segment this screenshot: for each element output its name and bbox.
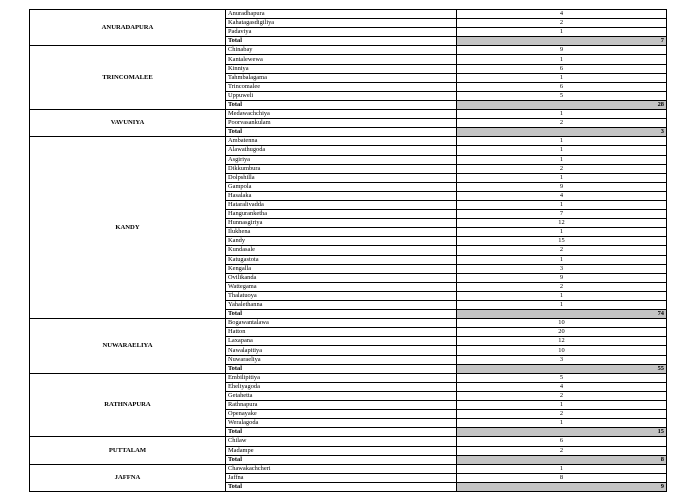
place-name: Rathnapura <box>226 401 457 410</box>
place-count: 4 <box>457 191 667 200</box>
place-count: 1 <box>457 146 667 155</box>
place-count: 1 <box>457 73 667 82</box>
total-label: Total <box>226 310 457 319</box>
total-label: Total <box>226 128 457 137</box>
place-name: Chawakachcheri <box>226 464 457 473</box>
place-name: Chilaw <box>226 437 457 446</box>
place-count: 20 <box>457 328 667 337</box>
district-name: VAVUNIYA <box>30 110 226 137</box>
place-name: Dikkumbura <box>226 164 457 173</box>
table-row <box>30 464 667 473</box>
total-label: Total <box>226 364 457 373</box>
total-value: 9 <box>457 482 667 491</box>
place-name: Gampola <box>226 182 457 191</box>
district-name: ANURADAPURA <box>30 10 226 46</box>
place-name: Hasalaka <box>226 191 457 200</box>
place-name: Kahatagasdigiliya <box>226 19 457 28</box>
place-name: Nawalapitiya <box>226 346 457 355</box>
place-count: 1 <box>457 155 667 164</box>
place-count: 1 <box>457 28 667 37</box>
table-row <box>30 137 667 146</box>
place-count: 6 <box>457 437 667 446</box>
place-name: Eheliyagoda <box>226 382 457 391</box>
place-count: 12 <box>457 337 667 346</box>
total-value: 74 <box>457 310 667 319</box>
place-name: Hunnasgiriya <box>226 219 457 228</box>
total-label: Total <box>226 100 457 109</box>
place-count: 1 <box>457 55 667 64</box>
total-value: 55 <box>457 364 667 373</box>
total-value: 7 <box>457 37 667 46</box>
place-name: Kengalla <box>226 264 457 273</box>
place-count: 8 <box>457 473 667 482</box>
place-name: Chinabay <box>226 46 457 55</box>
place-count: 1 <box>457 255 667 264</box>
total-label: Total <box>226 428 457 437</box>
place-count: 6 <box>457 64 667 73</box>
total-label: Total <box>226 37 457 46</box>
place-count: 9 <box>457 273 667 282</box>
table-row <box>30 319 667 328</box>
place-name: Uppuweli <box>226 91 457 100</box>
place-name: Hatton <box>226 328 457 337</box>
total-value: 28 <box>457 100 667 109</box>
place-name: Ilukhena <box>226 228 457 237</box>
place-count: 1 <box>457 401 667 410</box>
place-name: Padaviya <box>226 28 457 37</box>
table-row <box>30 373 667 382</box>
place-count: 6 <box>457 82 667 91</box>
place-count: 2 <box>457 246 667 255</box>
place-name: Hanguranketha <box>226 210 457 219</box>
place-name: Trincomalee <box>226 82 457 91</box>
place-count: 1 <box>457 173 667 182</box>
place-name: Nuwaraeliya <box>226 355 457 364</box>
place-name: Openayake <box>226 410 457 419</box>
place-count: 15 <box>457 237 667 246</box>
place-count: 2 <box>457 164 667 173</box>
total-label: Total <box>226 482 457 491</box>
place-count: 7 <box>457 210 667 219</box>
district-name: JAFFNA <box>30 464 226 491</box>
place-name: Tahmbalagama <box>226 73 457 82</box>
place-name: Thalatuoya <box>226 291 457 300</box>
place-count: 2 <box>457 391 667 400</box>
place-count: 5 <box>457 373 667 382</box>
place-count: 1 <box>457 228 667 237</box>
place-name: Dolpshilla <box>226 173 457 182</box>
place-count: 10 <box>457 319 667 328</box>
place-count: 1 <box>457 301 667 310</box>
table-row <box>30 437 667 446</box>
place-name: Ovilikanda <box>226 273 457 282</box>
place-count: 2 <box>457 19 667 28</box>
place-name: Katugastota <box>226 255 457 264</box>
place-count: 2 <box>457 446 667 455</box>
district-name: KANDY <box>30 137 226 319</box>
place-count: 1 <box>457 419 667 428</box>
district-name: PUTTALAM <box>30 437 226 464</box>
place-name: Weralagoda <box>226 419 457 428</box>
place-count: 1 <box>457 200 667 209</box>
place-name: Wattegama <box>226 282 457 291</box>
table-row <box>30 46 667 55</box>
place-name: Laxapana <box>226 337 457 346</box>
district-name: NUWARAELIYA <box>30 319 226 374</box>
place-name: Kundasale <box>226 246 457 255</box>
total-label: Total <box>226 455 457 464</box>
total-value: 3 <box>457 128 667 137</box>
place-name: Kinniya <box>226 64 457 73</box>
place-name: Embilipitiya <box>226 373 457 382</box>
place-count: 4 <box>457 382 667 391</box>
place-count: 10 <box>457 346 667 355</box>
place-count: 1 <box>457 137 667 146</box>
table-row <box>30 110 667 119</box>
place-name: Kandy <box>226 237 457 246</box>
place-name: Anuradhapura <box>226 10 457 19</box>
place-count: 12 <box>457 219 667 228</box>
place-count: 4 <box>457 10 667 19</box>
table-body <box>30 10 667 492</box>
place-count: 3 <box>457 355 667 364</box>
place-name: Jaffna <box>226 473 457 482</box>
place-count: 9 <box>457 182 667 191</box>
district-name: TRINCOMALEE <box>30 46 226 110</box>
place-count: 1 <box>457 464 667 473</box>
place-name: Poorvasankulam <box>226 119 457 128</box>
place-name: Asgiriya <box>226 155 457 164</box>
place-name: Getahetta <box>226 391 457 400</box>
total-value: 15 <box>457 428 667 437</box>
place-count: 2 <box>457 410 667 419</box>
place-name: Madampe <box>226 446 457 455</box>
place-name: Kantalewewa <box>226 55 457 64</box>
place-count: 1 <box>457 110 667 119</box>
place-count: 1 <box>457 291 667 300</box>
district-summary-table <box>29 9 667 492</box>
place-name: Alawathugoda <box>226 146 457 155</box>
place-name: Hataralivadda <box>226 200 457 209</box>
place-count: 9 <box>457 46 667 55</box>
place-name: Ambatenna <box>226 137 457 146</box>
table-row <box>30 10 667 19</box>
place-count: 3 <box>457 264 667 273</box>
place-count: 2 <box>457 119 667 128</box>
place-name: Yahalethanna <box>226 301 457 310</box>
place-name: Medawachchiya <box>226 110 457 119</box>
total-value: 8 <box>457 455 667 464</box>
place-count: 2 <box>457 282 667 291</box>
place-name: Bogawantalawa <box>226 319 457 328</box>
district-name: RATHNAPURA <box>30 373 226 437</box>
place-count: 5 <box>457 91 667 100</box>
